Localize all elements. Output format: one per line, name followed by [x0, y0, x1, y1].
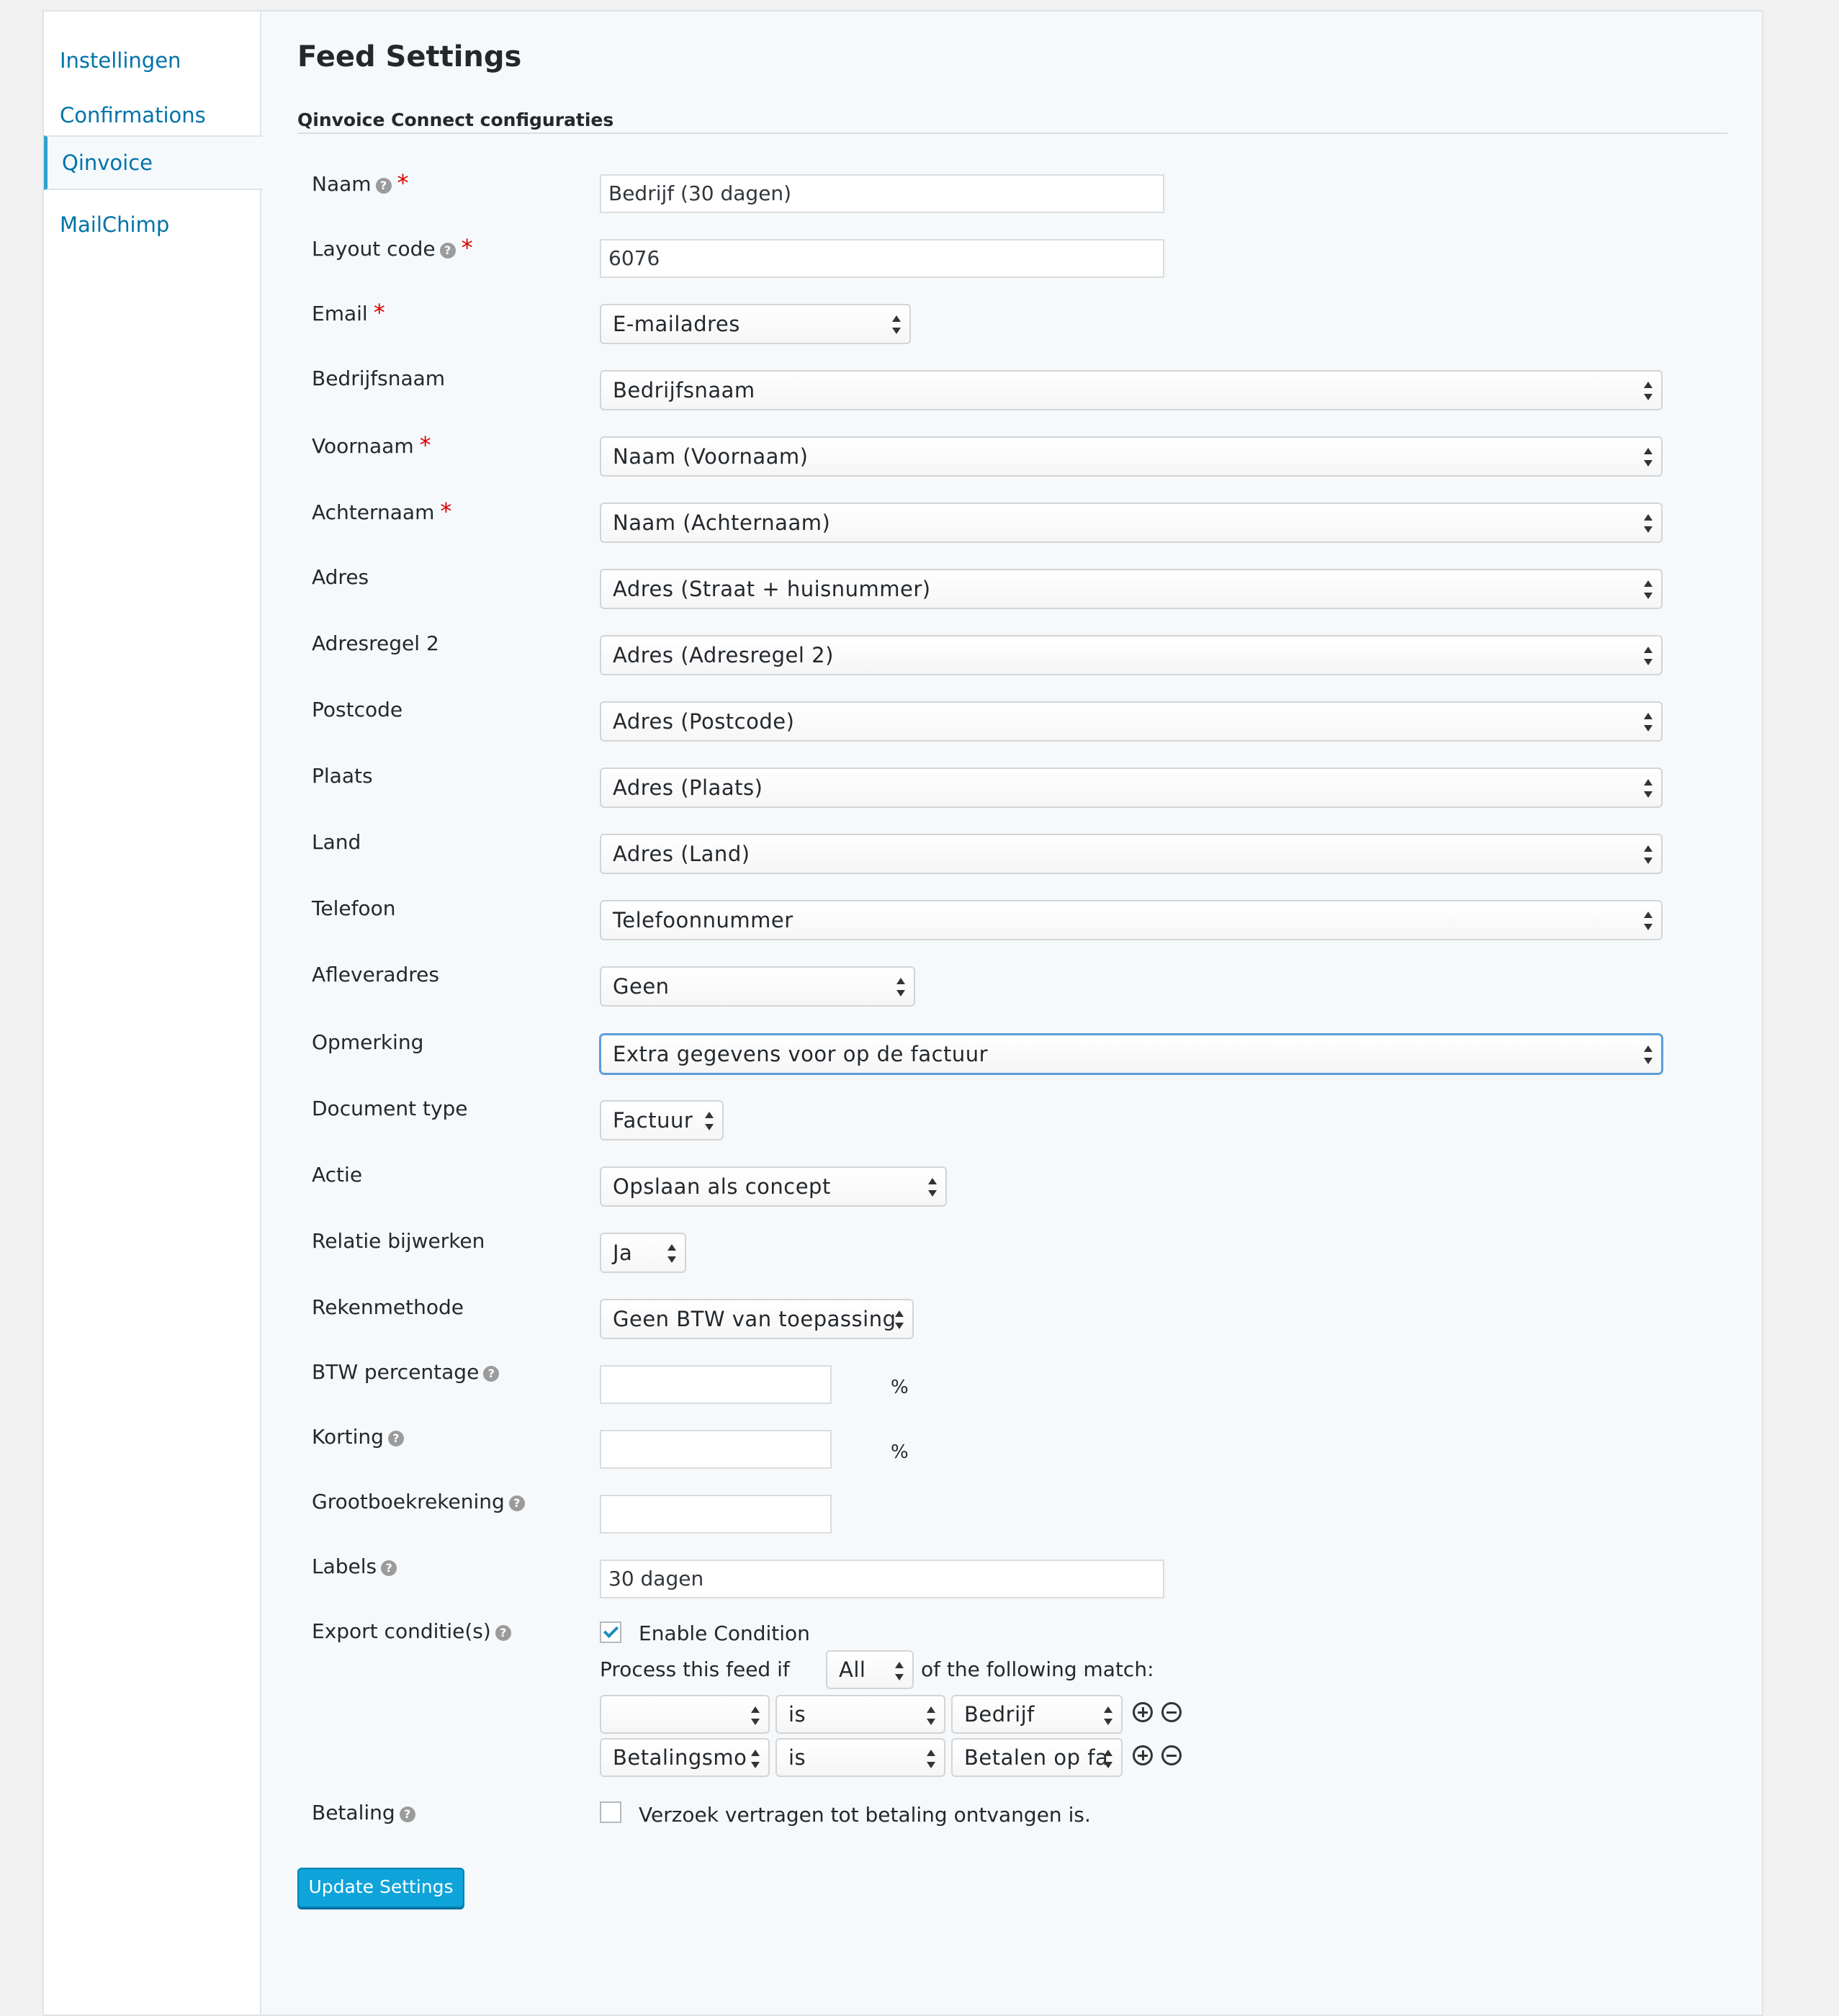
select-value: Naam (Achternaam) — [613, 510, 831, 535]
label-text: Telefoon — [312, 896, 396, 920]
select-arrows-icon — [1644, 713, 1653, 732]
label-naam — [312, 170, 409, 197]
add-rule-icon[interactable] — [1133, 1745, 1153, 1765]
select-value: Adres (Straat + huisnummer) — [613, 577, 931, 601]
btw-percentage-input[interactable] — [600, 1365, 832, 1404]
betaling-checkbox[interactable] — [600, 1801, 621, 1823]
label-email — [312, 300, 385, 327]
percent-unit: % — [891, 1441, 909, 1463]
select-value: Geen BTW van toepassing — [613, 1307, 896, 1331]
relatie-bijwerken-select[interactable] — [600, 1233, 686, 1273]
select-arrows-icon — [1644, 912, 1653, 930]
select-value: Adres (Adresregel 2) — [613, 643, 834, 667]
help-icon[interactable]: ? — [376, 178, 392, 194]
help-icon[interactable]: ? — [400, 1806, 415, 1822]
select-value: is — [788, 1745, 806, 1770]
label-adres — [312, 564, 369, 590]
label-text: Betaling — [312, 1801, 395, 1824]
select-value: Bedrijfsnaam — [613, 378, 755, 402]
required-asterisk: * — [397, 169, 409, 197]
label-text: Plaats — [312, 764, 373, 788]
help-icon[interactable]: ? — [483, 1366, 499, 1382]
required-asterisk: * — [373, 299, 385, 326]
select-arrows-icon — [751, 1706, 760, 1725]
postcode-select[interactable] — [600, 701, 1663, 742]
enable-condition-label: Enable Condition — [639, 1621, 810, 1645]
sidebar-item-instellingen[interactable]: Instellingen — [60, 48, 181, 73]
label-text: Relatie bijwerken — [312, 1229, 485, 1253]
select-value: Ja — [613, 1241, 633, 1265]
select-arrows-icon — [1644, 647, 1653, 665]
required-asterisk: * — [461, 234, 473, 261]
label-bedrijfsnaam — [312, 366, 445, 392]
achternaam-select[interactable] — [600, 503, 1663, 543]
section-divider — [297, 132, 1727, 134]
help-icon[interactable]: ? — [440, 243, 456, 258]
required-asterisk: * — [440, 498, 452, 525]
rekenmethode-select[interactable] — [600, 1299, 914, 1339]
select-arrows-icon — [705, 1112, 714, 1130]
bedrijfsnaam-select[interactable] — [600, 370, 1663, 410]
rule-field-select[interactable] — [600, 1695, 770, 1734]
select-value: Factuur — [613, 1108, 693, 1133]
label-text: Email — [312, 302, 368, 325]
label-document-type — [312, 1096, 468, 1122]
label-text: Opmerking — [312, 1030, 424, 1054]
select-arrows-icon — [1104, 1750, 1112, 1768]
betaling-checkbox-label: Verzoek vertragen tot betaling ontvangen is. — [639, 1803, 1091, 1827]
label-text: Afleveradres — [312, 963, 439, 986]
select-arrows-icon — [895, 1310, 904, 1329]
label-grootboekrekening — [312, 1489, 525, 1515]
label-layout-code — [312, 235, 473, 262]
label-labels — [312, 1554, 397, 1580]
process-feed-prefix: Process this feed if — [600, 1657, 790, 1681]
help-icon[interactable]: ? — [381, 1560, 397, 1576]
help-icon[interactable]: ? — [495, 1625, 511, 1641]
select-arrows-icon — [751, 1750, 760, 1768]
rule-operator-select[interactable] — [775, 1738, 945, 1777]
rule-value-select[interactable] — [951, 1738, 1123, 1777]
select-arrows-icon — [892, 315, 901, 334]
select-arrows-icon — [1644, 514, 1653, 533]
label-text: Voornaam — [312, 434, 414, 458]
label-text: Document type — [312, 1097, 468, 1120]
afleveradres-select[interactable] — [600, 966, 915, 1007]
label-text: Naam — [312, 172, 372, 196]
sidebar-item-confirmations[interactable]: Confirmations — [60, 103, 206, 127]
label-text: Rekenmethode — [312, 1295, 464, 1319]
select-value: All — [839, 1657, 866, 1682]
select-value: Betalingsmo — [613, 1745, 747, 1770]
select-arrows-icon — [896, 978, 905, 996]
voornaam-select[interactable] — [600, 436, 1663, 477]
label-text: Korting — [312, 1425, 384, 1449]
label-voornaam — [312, 432, 431, 459]
label-text: Layout code — [312, 237, 436, 261]
select-value: E-mailadres — [613, 312, 740, 336]
select-value: Adres (Land) — [613, 842, 750, 866]
label-text: Postcode — [312, 698, 403, 721]
select-value: Opslaan als concept — [613, 1174, 831, 1199]
telefoon-select[interactable] — [600, 900, 1663, 940]
match-type-select[interactable] — [826, 1650, 914, 1689]
label-text: Adres — [312, 565, 369, 589]
select-value: Geen — [613, 974, 670, 999]
rule-field-select[interactable] — [600, 1738, 770, 1777]
select-arrows-icon — [895, 1662, 904, 1680]
remove-rule-icon[interactable] — [1161, 1745, 1182, 1765]
select-value: Betalen op fa — [964, 1745, 1109, 1770]
label-actie — [312, 1162, 362, 1188]
select-arrows-icon — [1104, 1706, 1112, 1725]
select-arrows-icon — [928, 1178, 937, 1197]
rule-operator-select[interactable] — [775, 1695, 945, 1734]
label-telefoon — [312, 896, 395, 922]
select-arrows-icon — [1644, 1045, 1653, 1064]
settings-frame — [42, 10, 1763, 2016]
select-arrows-icon — [1644, 845, 1653, 864]
adres-select[interactable] — [600, 569, 1663, 609]
label-text: Grootboekrekening — [312, 1490, 505, 1513]
opmerking-select[interactable] — [600, 1034, 1663, 1074]
percent-unit: % — [891, 1377, 909, 1398]
label-afleveradres — [312, 962, 439, 988]
label-relatie-bijwerken — [312, 1228, 485, 1254]
actie-select[interactable] — [600, 1166, 947, 1207]
layout-code-input[interactable]: 6076 — [600, 239, 1164, 278]
sidebar-item-mailchimp[interactable]: MailChimp — [60, 212, 170, 237]
process-feed-suffix: of the following match: — [921, 1657, 1154, 1681]
select-arrows-icon — [667, 1244, 676, 1263]
required-asterisk: * — [419, 431, 431, 459]
label-text: Labels — [312, 1554, 377, 1578]
select-value: Bedrijf — [964, 1702, 1035, 1727]
grootboekrekening-input[interactable] — [600, 1495, 832, 1534]
label-text: Actie — [312, 1163, 363, 1187]
label-btw-percentage — [312, 1359, 499, 1385]
select-arrows-icon — [927, 1706, 935, 1725]
label-plaats — [312, 763, 373, 789]
document-type-select[interactable] — [600, 1100, 724, 1140]
label-text: Adresregel 2 — [312, 631, 439, 655]
korting-input[interactable] — [600, 1430, 832, 1469]
label-text: Land — [312, 830, 361, 854]
select-arrows-icon — [1644, 448, 1653, 467]
select-arrows-icon — [1644, 382, 1653, 400]
label-text: Achternaam — [312, 500, 435, 524]
enable-condition-checkbox[interactable] — [600, 1621, 621, 1643]
select-value: Telefoonnummer — [613, 908, 793, 932]
label-postcode — [312, 697, 403, 723]
help-icon[interactable]: ? — [388, 1431, 404, 1446]
sidebar-item-qinvoice[interactable]: Qinvoice — [44, 135, 263, 190]
main-content — [297, 12, 1737, 2015]
label-opmerking — [312, 1030, 423, 1056]
adresregel2-select[interactable] — [600, 635, 1663, 675]
section-title: Qinvoice Connect configuraties — [297, 109, 614, 130]
label-text: BTW percentage — [312, 1360, 480, 1384]
select-arrows-icon — [927, 1750, 935, 1768]
label-korting — [312, 1424, 404, 1450]
naam-input[interactable]: Bedrijf (30 dagen) — [600, 174, 1164, 213]
select-value: is — [788, 1702, 806, 1727]
plaats-select[interactable] — [600, 768, 1663, 808]
label-text: Bedrijfsnaam — [312, 366, 446, 390]
remove-rule-icon[interactable] — [1161, 1702, 1182, 1722]
land-select[interactable] — [600, 834, 1663, 874]
page-title: Feed Settings — [297, 40, 522, 73]
label-rekenmethode — [312, 1295, 464, 1320]
select-value: Naam (Voornaam) — [613, 444, 809, 469]
rule-value-select[interactable] — [951, 1695, 1123, 1734]
sidebar-nav — [44, 12, 261, 2015]
select-value: Adres (Postcode) — [613, 709, 795, 734]
label-betaling — [312, 1800, 415, 1826]
select-value: Adres (Plaats) — [613, 775, 763, 800]
label-export-conditie — [312, 1619, 511, 1644]
label-achternaam — [312, 498, 451, 526]
update-settings-button[interactable]: Update Settings — [297, 1868, 464, 1908]
labels-input[interactable]: 30 dagen — [600, 1560, 1164, 1598]
label-adresregel2 — [312, 631, 439, 657]
select-value: Extra gegevens voor op de factuur — [613, 1042, 989, 1066]
add-rule-icon[interactable] — [1133, 1702, 1153, 1722]
select-arrows-icon — [1644, 779, 1653, 798]
email-select[interactable] — [600, 304, 911, 344]
select-arrows-icon — [1644, 580, 1653, 599]
label-land — [312, 829, 361, 855]
label-text: Export conditie(s) — [312, 1619, 491, 1643]
checkmark-icon — [603, 1623, 619, 1638]
help-icon[interactable]: ? — [509, 1495, 525, 1511]
